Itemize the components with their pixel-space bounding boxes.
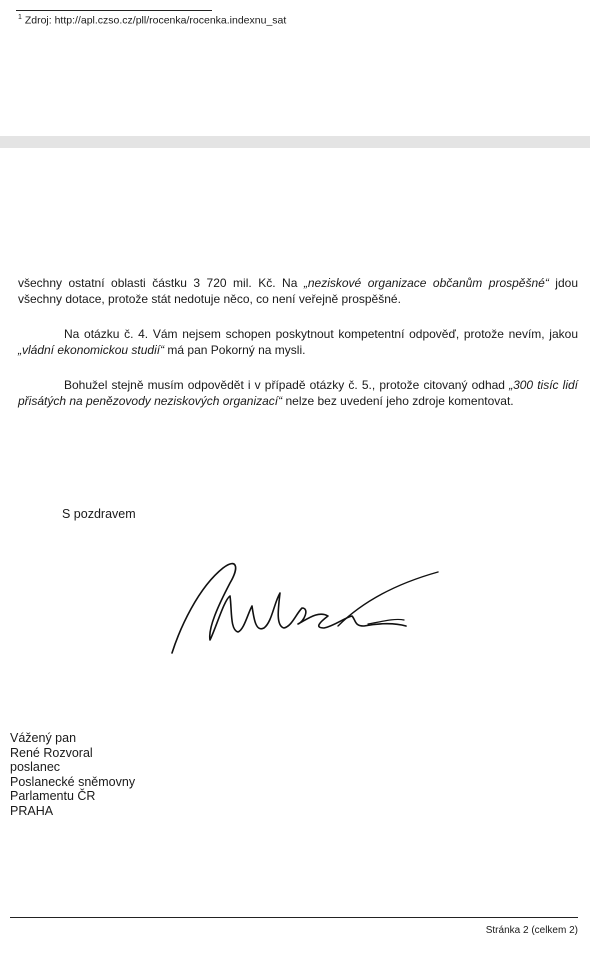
signature bbox=[168, 548, 458, 663]
greeting: S pozdravem bbox=[62, 507, 136, 521]
paragraph-1-text-c: jdou všechny dotace, protože stát nedotuje něco, co není veřejně prospěšné. bbox=[18, 276, 578, 306]
paragraph-1-text-a: všechny ostatní oblasti částku 3 720 mil. Kč. Na bbox=[18, 276, 304, 290]
address-line: PRAHA bbox=[10, 803, 54, 818]
footnote bbox=[18, 14, 286, 27]
page-break bbox=[0, 136, 590, 148]
recipient-address bbox=[10, 731, 135, 818]
paragraph-3-quote: „300 tisíc lidí přisátých na penězovody neziskových organizací“ bbox=[18, 378, 578, 408]
footnote-text: Zdroj: http://apl.czso.cz/pll/rocenka/rocenka.indexnu_sat bbox=[24, 14, 287, 27]
address-line: Parlamentu ČR bbox=[10, 789, 96, 803]
footer-divider bbox=[10, 917, 578, 918]
paragraph-2-text-a: Na otázku č. 4. Vám nejsem schopen poskytnout kompetentní odpověď, protože nevím, jakou bbox=[64, 327, 578, 341]
paragraph-2-quote: „vládní ekonomickou studií“ bbox=[18, 342, 165, 357]
paragraph-3-text-c: nelze bez uvedení jeho zdroje komentovat. bbox=[282, 393, 514, 408]
page-number: Stránka 2 (celkem 2) bbox=[485, 925, 578, 936]
footnote-divider bbox=[16, 10, 212, 11]
paragraph-3-text-a: Bohužel stejně musím odpovědět i v případě otázky č. 5., protože citovaný odhad bbox=[64, 378, 510, 392]
paragraph-3 bbox=[18, 378, 578, 409]
address-line: poslanec bbox=[10, 760, 61, 774]
address-line: René Rozvoral bbox=[10, 745, 93, 760]
footnote-marker: 1 bbox=[18, 14, 22, 21]
address-line: Vážený pan bbox=[10, 731, 77, 745]
paragraph-2 bbox=[18, 327, 578, 358]
paragraph-1 bbox=[18, 276, 578, 307]
address-line: Poslanecké sněmovny bbox=[10, 774, 136, 789]
paragraph-2-text-c: má pan Pokorný na mysli. bbox=[164, 342, 306, 357]
paragraph-1-quote: „neziskové organizace občanům prospěšné“ bbox=[303, 276, 549, 290]
